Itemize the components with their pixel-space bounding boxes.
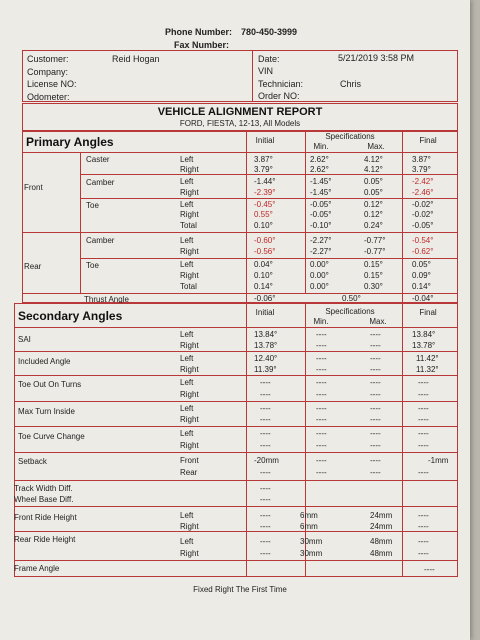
front-ride-right-label: Right xyxy=(180,522,199,531)
rear-ride-right-final: ---- xyxy=(418,549,429,558)
sai-left-min: ---- xyxy=(316,330,327,339)
toe-front-left-max: 0.12° xyxy=(364,200,383,209)
rear-ride-right-initial: ---- xyxy=(260,549,271,558)
caster-right-min: 2.62° xyxy=(310,165,329,174)
included-left-min: ---- xyxy=(316,354,327,363)
phone-value: 780-450-3999 xyxy=(241,27,298,37)
rear-ride-left-max: 48mm xyxy=(370,537,393,546)
toe-out-left-min: ---- xyxy=(316,378,327,387)
footer-slogan: Fixed Right The First Time xyxy=(193,585,287,594)
toe-out-right-label: Right xyxy=(180,390,199,399)
toe-curve-right-min: ---- xyxy=(316,441,327,450)
customer-value: Reid Hogan xyxy=(112,54,160,64)
camber-front-right-label: Right xyxy=(180,188,199,197)
technician-value: Chris xyxy=(340,79,362,89)
toe-out-right-max: ---- xyxy=(370,390,381,399)
sai-right-final: 13.78° xyxy=(412,341,436,350)
max-turn-left-initial: ---- xyxy=(260,404,271,413)
front-ride-left-min: 6mm xyxy=(300,511,318,520)
rear-ride-left-final: ---- xyxy=(418,537,429,546)
frame-angle-final: ---- xyxy=(424,565,435,574)
sai-label: SAI xyxy=(18,335,31,344)
license-label: License NO: xyxy=(27,79,77,89)
toe-rear-left-min: 0.00° xyxy=(310,260,329,269)
caster-right-initial: 3.79° xyxy=(254,165,273,174)
camber-front-label: Camber xyxy=(86,178,115,187)
max-turn-left-max: ---- xyxy=(370,404,381,413)
included-right-final: 11.32° xyxy=(416,365,439,374)
included-left-final: 11.42° xyxy=(416,354,439,363)
camber-rear-left-min: -2.27° xyxy=(310,236,332,245)
toe-rear-right-min: 0.00° xyxy=(310,271,329,280)
max-turn-right-final: ---- xyxy=(418,415,429,424)
toe-curve-left-max: ---- xyxy=(370,429,381,438)
toe-out-left-initial: ---- xyxy=(260,378,271,387)
included-right-min: ---- xyxy=(316,365,327,374)
primary-angles-heading: Primary Angles xyxy=(26,135,114,149)
camber-front-right-final: -2.46° xyxy=(412,188,434,197)
report-subtitle: FORD, FIESTA, 12-13, All Models xyxy=(179,119,301,128)
toe-curve-left-min: ---- xyxy=(316,429,327,438)
toe-front-left-min: -0.05° xyxy=(310,200,332,209)
front-ride-right-min: 6mm xyxy=(300,522,318,531)
caster-right-max: 4.12° xyxy=(364,165,383,174)
max-turn-right-min: ---- xyxy=(316,415,327,424)
toe-front-right-initial: 0.55° xyxy=(254,210,273,219)
toe-front-total-min: -0.10° xyxy=(310,221,332,230)
toe-front-left-final: -0.02° xyxy=(412,200,434,209)
max-turn-label: Max Turn Inside xyxy=(18,407,75,416)
toe-rear-total-min: 0.00° xyxy=(310,282,329,291)
front-ride-left-final: ---- xyxy=(418,511,429,520)
setback-rear-min: ---- xyxy=(316,468,327,477)
setback-label: Setback xyxy=(18,457,47,466)
max-turn-left-final: ---- xyxy=(418,404,429,413)
rear-ride-left-initial: ---- xyxy=(260,537,271,546)
rear-ride-left-label: Left xyxy=(180,537,194,546)
camber-rear-label: Camber xyxy=(86,236,115,245)
camber-front-left-final: -2.42° xyxy=(412,177,434,186)
toe-rear-left-max: 0.15° xyxy=(364,260,383,269)
toe-rear-right-label: Right xyxy=(180,271,199,280)
caster-right-final: 3.79° xyxy=(412,165,431,174)
secondary-col-specs: Specifications xyxy=(325,307,375,316)
toe-out-label: Toe Out On Turns xyxy=(18,380,82,389)
front-ride-left-max: 24mm xyxy=(370,511,393,520)
front-ride-right-final: ---- xyxy=(418,522,429,531)
caster-left-initial: 3.87° xyxy=(254,155,273,164)
caster-left-final: 3.87° xyxy=(412,155,431,164)
rear-group-label: Rear xyxy=(24,262,42,271)
rear-ride-left-min: 30mm xyxy=(300,537,323,546)
toe-rear-left-final: 0.05° xyxy=(412,260,431,269)
sai-right-max: ---- xyxy=(370,341,381,350)
toe-front-right-label: Right xyxy=(180,210,199,219)
camber-front-right-initial: -2.39° xyxy=(254,188,276,197)
toe-rear-label: Toe xyxy=(86,261,99,270)
toe-out-left-max: ---- xyxy=(370,378,381,387)
primary-col-initial: Initial xyxy=(255,136,275,145)
toe-front-left-initial: -0.45° xyxy=(254,200,276,209)
caster-label: Caster xyxy=(86,155,110,164)
toe-out-left-final: ---- xyxy=(418,378,429,387)
setback-front-label: Front xyxy=(180,456,199,465)
rear-ride-right-min: 30mm xyxy=(300,549,323,558)
camber-rear-right-final: -0.62° xyxy=(412,247,434,256)
included-right-max: ---- xyxy=(370,365,381,374)
toe-out-right-initial: ---- xyxy=(260,390,271,399)
primary-col-specs: Specifications xyxy=(325,132,375,141)
max-turn-left-min: ---- xyxy=(316,404,327,413)
camber-front-right-min: -1.45° xyxy=(310,188,332,197)
thrust-angle-spec: 0.50° xyxy=(342,294,361,303)
customer-label: Customer: xyxy=(27,54,69,64)
toe-out-left-label: Left xyxy=(180,378,194,387)
thrust-angle-initial: -0.06° xyxy=(254,294,276,303)
setback-rear-label: Rear xyxy=(180,468,198,477)
setback-rear-final: ---- xyxy=(418,468,429,477)
toe-front-right-max: 0.12° xyxy=(364,210,383,219)
technician-label: Technician: xyxy=(258,79,304,89)
sai-left-max: ---- xyxy=(370,330,381,339)
toe-rear-total-max: 0.30° xyxy=(364,282,383,291)
camber-rear-right-min: -2.27° xyxy=(310,247,332,256)
toe-curve-right-label: Right xyxy=(180,441,199,450)
caster-left-min: 2.62° xyxy=(310,155,329,164)
setback-front-min: ---- xyxy=(316,456,327,465)
front-ride-label: Front Ride Height xyxy=(14,513,77,522)
max-turn-right-initial: ---- xyxy=(260,415,271,424)
front-ride-right-initial: ---- xyxy=(260,522,271,531)
toe-front-left-label: Left xyxy=(180,200,194,209)
toe-rear-right-max: 0.15° xyxy=(364,271,383,280)
thrust-angle-label: Thrust Angle xyxy=(84,295,129,304)
front-ride-left-initial: ---- xyxy=(260,511,271,520)
date-label: Date: xyxy=(258,54,280,64)
date-value: 5/21/2019 3:58 PM xyxy=(338,53,415,63)
sai-left-final: 13.84° xyxy=(412,330,436,339)
secondary-angles-heading: Secondary Angles xyxy=(18,309,123,323)
toe-out-right-final: ---- xyxy=(418,390,429,399)
fax-label: Fax Number: xyxy=(174,40,230,50)
toe-front-total-max: 0.24° xyxy=(364,221,383,230)
thrust-angle-final: -0.04° xyxy=(412,294,434,303)
toe-rear-left-initial: 0.04° xyxy=(254,260,273,269)
setback-front-initial: -20mm xyxy=(254,456,279,465)
toe-curve-left-label: Left xyxy=(180,429,194,438)
company-label: Company: xyxy=(27,67,69,77)
secondary-col-initial: Initial xyxy=(255,308,275,317)
camber-front-left-max: 0.05° xyxy=(364,177,383,186)
toe-rear-total-final: 0.14° xyxy=(412,282,431,291)
front-ride-right-max: 24mm xyxy=(370,522,393,531)
included-left-max: ---- xyxy=(370,354,381,363)
max-turn-right-max: ---- xyxy=(370,415,381,424)
toe-rear-total-label: Total xyxy=(180,282,197,291)
front-ride-left-label: Left xyxy=(180,511,194,520)
sai-left-initial: 13.84° xyxy=(254,330,278,339)
order-label: Order NO: xyxy=(258,91,300,101)
camber-rear-left-max: -0.77° xyxy=(364,236,386,245)
camber-rear-left-label: Left xyxy=(180,236,194,245)
secondary-col-final: Final xyxy=(419,308,437,317)
toe-rear-right-final: 0.09° xyxy=(412,271,431,280)
camber-front-left-min: -1.45° xyxy=(310,177,332,186)
wheel-base-initial: ---- xyxy=(260,495,271,504)
toe-front-right-min: -0.05° xyxy=(310,210,332,219)
sai-right-label: Right xyxy=(180,341,199,350)
camber-front-left-initial: -1.44° xyxy=(254,177,276,186)
toe-curve-left-final: ---- xyxy=(418,429,429,438)
primary-col-final: Final xyxy=(419,136,437,145)
caster-left-label: Left xyxy=(180,155,194,164)
toe-front-total-initial: 0.10° xyxy=(254,221,273,230)
report-title: VEHICLE ALIGNMENT REPORT xyxy=(157,106,323,118)
setback-rear-max: ---- xyxy=(370,468,381,477)
camber-rear-right-label: Right xyxy=(180,247,199,256)
frame-angle-label: Frame Angle xyxy=(14,564,60,573)
toe-front-label: Toe xyxy=(86,201,99,210)
track-width-label: Track Width Diff. xyxy=(14,484,73,493)
odometer-label: Odometer: xyxy=(27,92,70,102)
included-right-initial: 11.39° xyxy=(254,365,277,374)
toe-rear-left-label: Left xyxy=(180,260,194,269)
rear-ride-right-max: 48mm xyxy=(370,549,393,558)
toe-out-right-min: ---- xyxy=(316,390,327,399)
toe-rear-total-initial: 0.14° xyxy=(254,282,273,291)
included-angle-label: Included Angle xyxy=(18,357,71,366)
sai-right-initial: 13.78° xyxy=(254,341,278,350)
phone-label: Phone Number: xyxy=(165,27,233,37)
setback-rear-initial: ---- xyxy=(260,468,271,477)
vin-label: VIN xyxy=(258,66,274,76)
camber-rear-left-final: -0.54° xyxy=(412,236,434,245)
camber-rear-right-max: -0.77° xyxy=(364,247,386,256)
sai-right-min: ---- xyxy=(316,341,327,350)
rear-ride-label: Rear Ride Height xyxy=(14,535,76,544)
track-width-initial: ---- xyxy=(260,484,271,493)
toe-front-total-label: Total xyxy=(180,221,197,230)
camber-rear-right-initial: -0.56° xyxy=(254,247,276,256)
primary-col-max: Max. xyxy=(367,142,385,151)
max-turn-right-label: Right xyxy=(180,415,199,424)
secondary-col-max: Max. xyxy=(369,317,387,326)
toe-curve-left-initial: ---- xyxy=(260,429,271,438)
sai-left-label: Left xyxy=(180,330,194,339)
toe-front-right-final: -0.02° xyxy=(412,210,434,219)
camber-rear-left-initial: -0.60° xyxy=(254,236,276,245)
rear-ride-right-label: Right xyxy=(180,549,199,558)
toe-curve-right-final: ---- xyxy=(418,441,429,450)
caster-left-max: 4.12° xyxy=(364,155,383,164)
front-group-label: Front xyxy=(24,183,43,192)
primary-col-min: Min. xyxy=(313,142,329,151)
included-left-label: Left xyxy=(180,354,194,363)
setback-front-max: ---- xyxy=(370,456,381,465)
toe-curve-right-max: ---- xyxy=(370,441,381,450)
max-turn-left-label: Left xyxy=(180,404,194,413)
wheel-base-label: Wheel Base Diff. xyxy=(14,495,74,504)
toe-curve-label: Toe Curve Change xyxy=(18,432,85,441)
toe-rear-right-initial: 0.10° xyxy=(254,271,273,280)
camber-front-left-label: Left xyxy=(180,177,194,186)
caster-right-label: Right xyxy=(180,165,199,174)
included-right-label: Right xyxy=(180,365,199,374)
camber-front-right-max: 0.05° xyxy=(364,188,383,197)
included-left-initial: 12.40° xyxy=(254,354,278,363)
toe-curve-right-initial: ---- xyxy=(260,441,271,450)
setback-front-final: -1mm xyxy=(428,456,449,465)
secondary-col-min: Min. xyxy=(313,317,329,326)
toe-front-total-final: -0.05° xyxy=(412,221,434,230)
